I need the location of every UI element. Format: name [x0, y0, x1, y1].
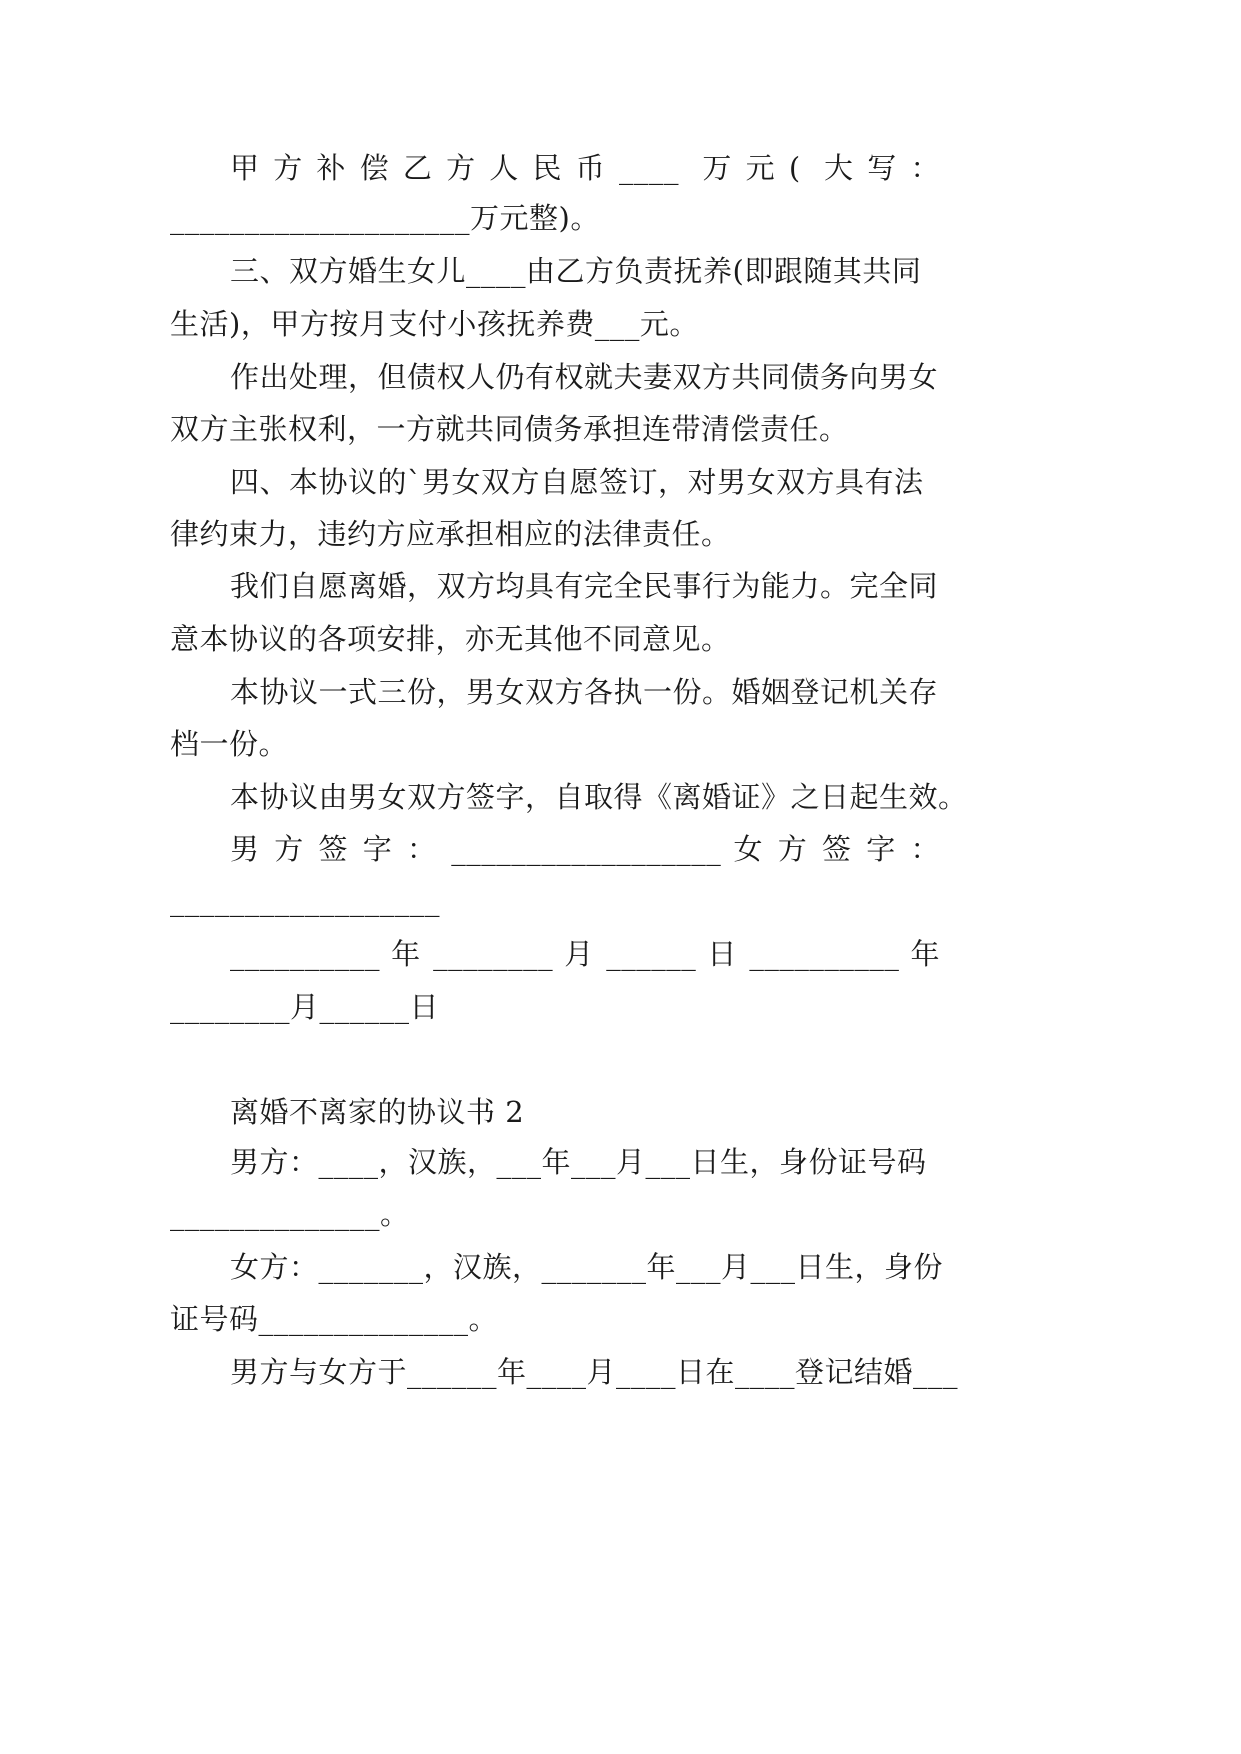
paragraph-line: 本协议一式三份，男女双方各执一份。婚姻登记机关存 — [230, 675, 939, 709]
paragraph-line: 女方：_______，汉族，_______年___月___日生，身份 — [230, 1250, 944, 1284]
paragraph-line: 意本协议的各项安排，亦无其他不同意见。 — [170, 622, 731, 656]
paragraph-line: 男方：____，汉族，___年___月___日生，身份证号码 — [230, 1145, 927, 1179]
paragraph-line: 档一份。 — [170, 727, 289, 761]
signature-blank: __________________ — [170, 883, 440, 917]
paragraph-line: 生活)，甲方按月支付小孩抚养费___元。 — [170, 307, 699, 341]
signature-line: 男 方 签 字 ： __________________ 女 方 签 字 ： — [230, 832, 940, 866]
date-line: ________月______日 — [170, 990, 440, 1024]
paragraph-line: 四、本协议的`男女双方自愿签订，对男女双方具有法 — [230, 465, 924, 499]
paragraph-line: 三、双方婚生女儿____由乙方负责抚养(即跟随其共同 — [230, 254, 922, 288]
paragraph-line: 证号码______________。 — [170, 1302, 499, 1336]
paragraph-line: 甲 方 补 偿 乙 方 人 民 币 ____ 万 元 ( 大 写 ： — [230, 151, 940, 185]
paragraph-line: ______________。 — [170, 1197, 410, 1231]
paragraph-line: 双方主张权利，一方就共同债务承担连带清偿责任。 — [170, 412, 849, 446]
date-line: __________ 年 ________ 月 ______ 日 __________ 年 — [230, 937, 940, 971]
paragraph-line: 本协议由男女双方签字，自取得《离婚证》之日起生效。 — [230, 780, 968, 814]
section-title: 离婚不离家的协议书 2 — [230, 1095, 525, 1129]
paragraph-line: ____________________万元整)。 — [170, 201, 600, 235]
paragraph-line: 作出处理，但债权人仍有权就夫妻双方共同债务向男女 — [230, 360, 939, 394]
paragraph-line: 我们自愿离婚，双方均具有完全民事行为能力。完全同 — [230, 569, 939, 603]
paragraph-line: 律约束力，违约方应承担相应的法律责任。 — [170, 517, 731, 551]
paragraph-line: 男方与女方于______年____月____日在____登记结婚___ — [230, 1355, 959, 1389]
